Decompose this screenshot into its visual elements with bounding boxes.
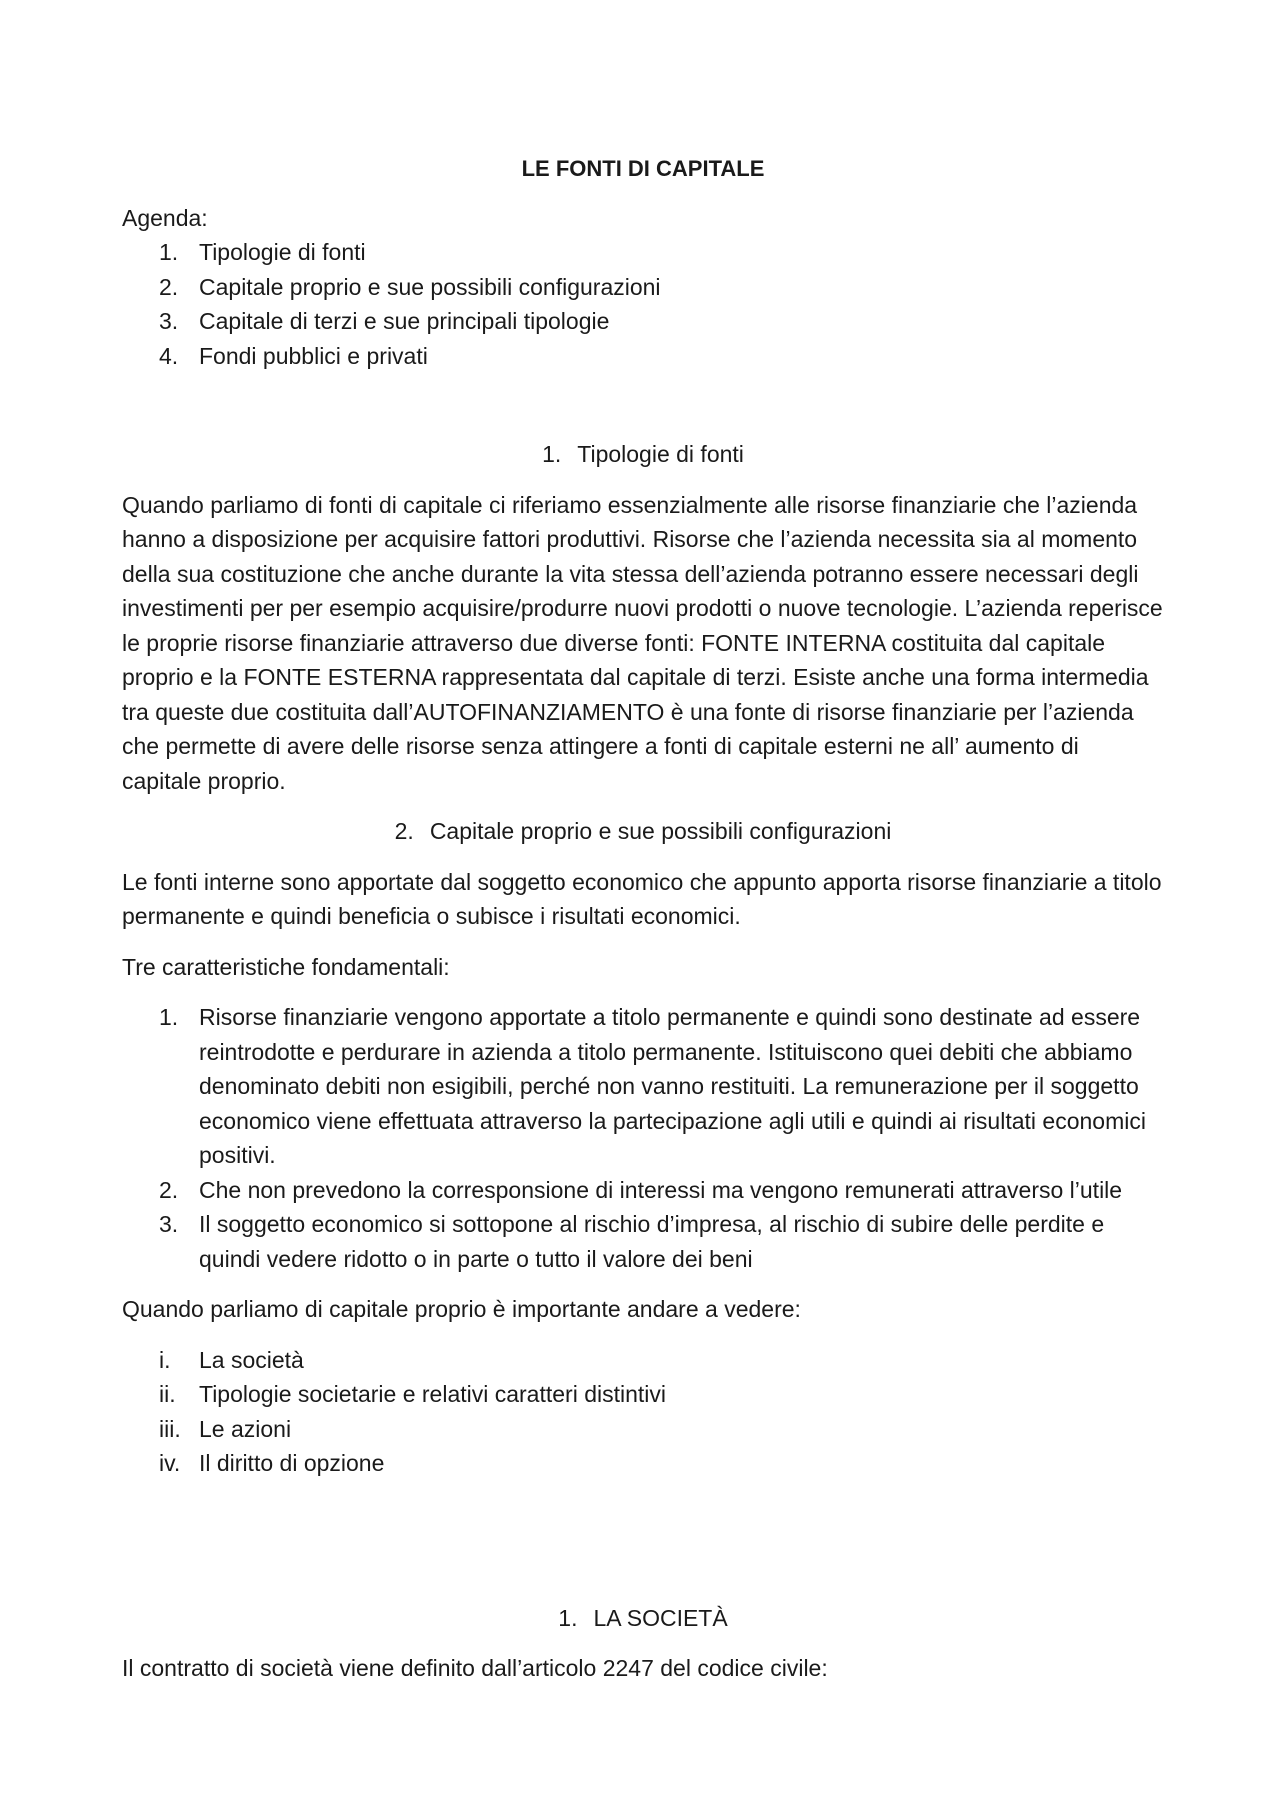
section-heading (122, 1601, 1164, 1636)
paragraph: Quando parliamo di fonti di capitale ci riferiamo essenzialmente alle risorse finanziarie che l’azienda hanno a disposizione per acquisire fattori produttivi. Risorse che l’azienda necessita sia al momento della sua costituzione che anche durante la vita stessa dell’azienda potranno essere necessari degli investimenti per per esempio acquisire/produrre nuovi prodotti o nuove tecnologie. L’azienda reperisce le proprie risorse finanziarie attraverso due diverse fonti: FONTE INTERNA costituita dal capitale proprio e la FONTE ESTERNA rappresentata dal capitale di terzi. Esiste anche una forma intermedia tra queste due costituita dall’AUTOFINANZIAMENTO è una fonte di risorse finanziarie per l’azienda che permette di avere delle risorse senza attingere a fonti di capitale esterni ne all’ aumento di capitale proprio. (122, 491, 1163, 794)
list-item-text: Tipologie societarie e relativi caratteri distintivi (199, 1381, 667, 1407)
section-heading-number: 2. (394, 818, 414, 844)
list-item-number: 2. (159, 1176, 179, 1203)
list-item-text: Le azioni (199, 1415, 292, 1442)
list-item-number: i. (159, 1346, 171, 1373)
list-item (122, 235, 1164, 270)
section-heading-number: 1. (558, 1604, 578, 1631)
section-heading-text: Tipologie di fonti (577, 441, 744, 467)
list-item (122, 1377, 1164, 1412)
paragraph: Quando parliamo di capitale proprio è importante andare a vedere: (122, 1296, 801, 1322)
list-item-text: Capitale di terzi e sue principali tipologie (199, 308, 610, 334)
section-heading-number: 1. (542, 441, 562, 467)
list-item-text: Che non prevedono la corresponsione di interessi ma vengono remunerati attraverso l’utile (199, 1176, 1123, 1203)
section-heading (122, 437, 1164, 472)
list-item (122, 1412, 1164, 1447)
list-item-text: Tipologie di fonti (199, 239, 366, 265)
list-item-number: iii. (159, 1415, 181, 1442)
list-item-number: 1. (159, 239, 179, 265)
paragraph: Il contratto di società viene definito dall’articolo 2247 del codice civile: (122, 1655, 828, 1681)
document-title: LE FONTI DI CAPITALE (521, 156, 765, 181)
list-item-number: iv. (159, 1450, 181, 1476)
list-item (122, 1173, 1164, 1208)
paragraph: Tre caratteristiche fondamentali: (122, 953, 450, 980)
list-item (122, 1343, 1164, 1378)
list-item (122, 339, 1164, 374)
list-item-number: 1. (159, 1004, 179, 1030)
list-item-number: ii. (159, 1381, 176, 1407)
list-item-text: Il soggetto economico si sottopone al rischio d’impresa, al rischio di subire delle perdite e quindi vedere ridotto o in parte o tutto il valore dei beni (199, 1211, 1105, 1272)
list-item (122, 1446, 1164, 1481)
list-item-number: 3. (159, 308, 179, 334)
characteristics-list (122, 1000, 1164, 1276)
list-item-text: Fondi pubblici e privati (199, 342, 428, 369)
list-item-text: Risorse finanziarie vengono apportate a titolo permanente e quindi sono destinate ad essere reintrodotte e perdurare in azienda a titolo permanente. Istituiscono quei debiti che abbiamo denominato debiti non esigibili, perché non vanno restituiti. La remunerazione per il soggetto economico viene effettuata attraverso la partecipazione agli utili e quindi ai risultati economici positivi. (199, 1004, 1146, 1168)
paragraph: Le fonti interne sono apportate dal soggetto economico che appunto apporta risorse finanziarie a titolo permanente e quindi beneficia o subisce i risultati economici. (122, 868, 1162, 929)
topics-list (122, 1343, 1164, 1481)
section-heading-text: LA SOCIETÀ (593, 1604, 728, 1631)
list-item (122, 270, 1164, 305)
section-heading (122, 814, 1164, 849)
list-item (122, 1207, 1164, 1276)
section-heading-text: Capitale proprio e sue possibili configurazioni (429, 818, 892, 844)
list-item (122, 1000, 1164, 1173)
agenda-label: Agenda: (122, 204, 208, 231)
agenda-list (122, 235, 1164, 373)
list-item-text: Il diritto di opzione (199, 1450, 385, 1476)
list-item-number: 4. (159, 342, 179, 369)
list-item-text: Capitale proprio e sue possibili configurazioni (199, 273, 661, 300)
list-item (122, 304, 1164, 339)
list-item-number: 3. (159, 1211, 179, 1237)
list-item-text: La società (199, 1346, 304, 1373)
list-item-number: 2. (159, 273, 179, 300)
